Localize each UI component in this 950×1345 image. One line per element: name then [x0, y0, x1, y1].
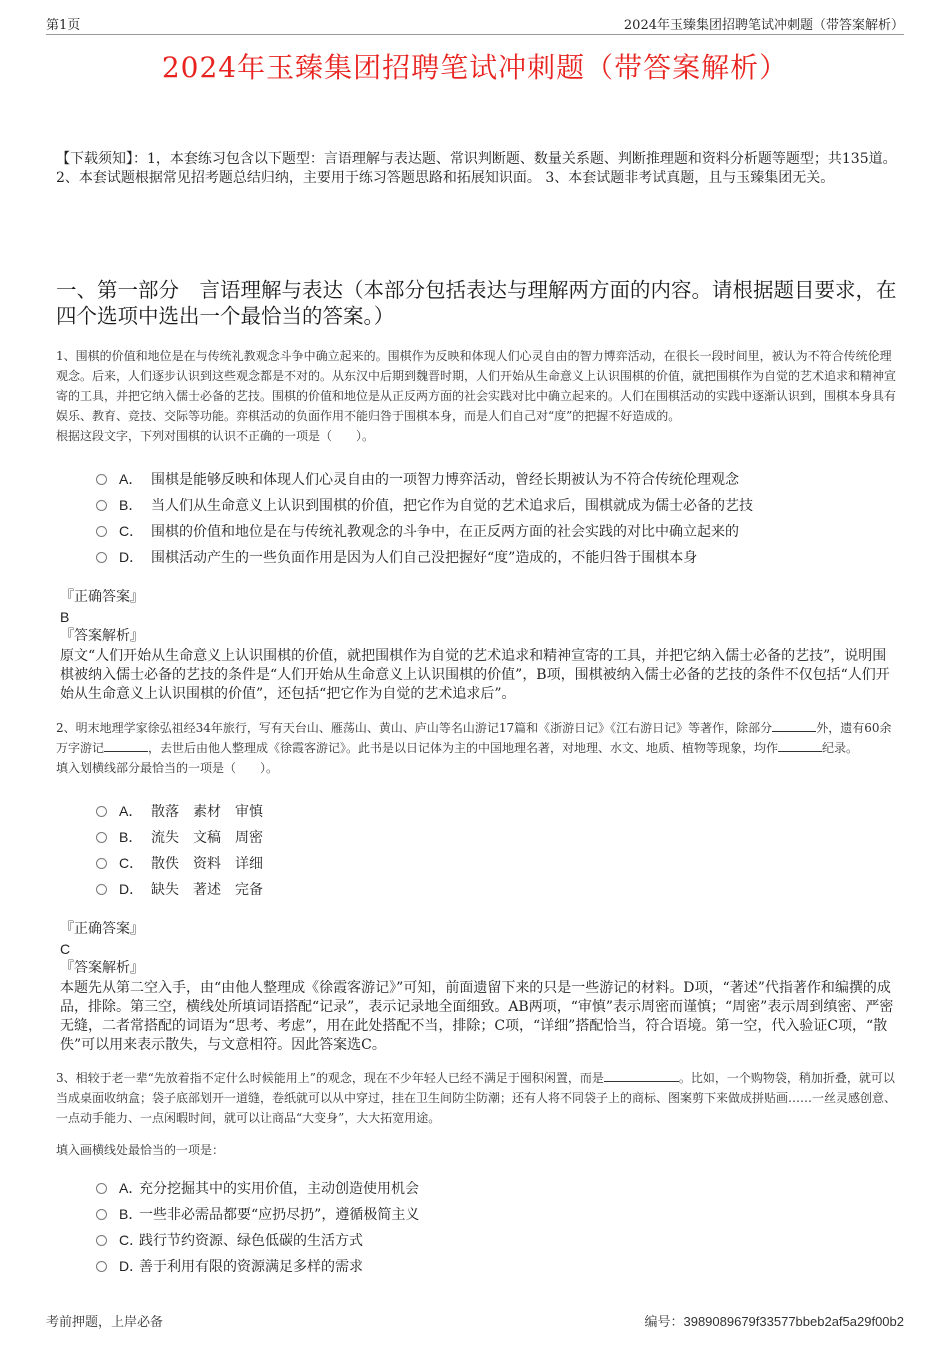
- explanation-text: 本题先从第二空入手，由“由他人整理成《徐霞客游记》”可知，前面遗留下来的只是一些游记的材料。D项，“著述”代指著作和编撰的成品，排除。第三空，横线处所填词语搭配“记录”，表示记录地全面细致。AB两项，“审慎”表示周密而谨慎；“周密”表示周到缜密、严密无缝，二者常搭配的词语为“思考、考虑”，用在此处搭配不当，排除；C项，“详细”搭配恰当，符合语境。第一空，代入验证C项，“散佚”可以用来表示散失，与文意相符。因此答案选C。: [60, 980, 894, 1053]
- option-3b[interactable]: B． 一些非必需品都要“应扔尽扔”，遵循极简主义: [96, 1201, 896, 1227]
- option-1a[interactable]: A． 围棋是能够反映和体现人们心灵自由的一项智力博弈活动，曾经长期被认为不符合传统伦理观念: [96, 466, 896, 492]
- radio-button[interactable]: [96, 526, 107, 537]
- radio-button[interactable]: [96, 1183, 107, 1194]
- radio-button[interactable]: [96, 884, 107, 895]
- question-3: [56, 1068, 901, 1160]
- correct-answer: B: [60, 609, 70, 625]
- question-1-answer-block: [60, 588, 900, 704]
- header-doc-title: 2024年玉臻集团招聘笔试冲刺题（带答案解析）: [623, 18, 904, 33]
- question-3-options: [96, 1175, 896, 1279]
- question-1-ask: 根据这段文字，下列对围棋的认识不正确的一项是（ ）。: [56, 429, 375, 443]
- explanation-heading: 『答案解析』: [60, 960, 144, 976]
- blank-line: [778, 740, 822, 752]
- correct-answer-heading: 『正确答案』: [60, 589, 144, 605]
- question-1-stem: 1、围棋的价值和地位是在与传统礼教观念斗争中确立起来的。围棋作为反映和体现人们心灵自由的智力博弈活动，在很长一段时间里，被认为不符合传统伦理观念。后来，人们逐步认识到这些观念都是不对的。从东汉中后期到魏晋时期，人们开始从生命意义上认识围棋的价值，就把围棋作为自觉的艺术追求和精神宣寄的工具，并把它纳入儒士必备的艺技。围棋的价值和地位是从正反两方面的社会实践对比中确立起来的。人们在围棋活动的实践中逐渐认识到，围棋本身具有娱乐、教育、竞技、交际等功能。弈棋活动的负面作用不能归咎于围棋本身，而是人们自己对“度”的把握不好造成的。: [56, 349, 897, 423]
- question-1-options: [96, 466, 896, 570]
- radio-button[interactable]: [96, 806, 107, 817]
- radio-button[interactable]: [96, 832, 107, 843]
- footer-slogan: 考前押题，上岸必备: [46, 1315, 164, 1330]
- option-2d[interactable]: D． 缺失 著述 完备: [96, 876, 896, 902]
- radio-button[interactable]: [96, 474, 107, 485]
- option-1b[interactable]: B． 当人们从生命意义上认识到围棋的价值，把它作为自觉的艺术追求后，围棋就成为儒士必备的艺技: [96, 492, 896, 518]
- option-2c[interactable]: C． 散佚 资料 详细: [96, 850, 896, 876]
- option-1d[interactable]: D． 围棋活动产生的一些负面作用是因为人们自己没把握好“度”造成的，不能归咎于围棋本身: [96, 544, 896, 570]
- option-1c[interactable]: C． 围棋的价值和地位是在与传统礼教观念的斗争中，在正反两方面的社会实践的对比中确立起来的: [96, 518, 896, 544]
- question-3-ask: 填入画横线处最恰当的一项是：: [56, 1143, 225, 1157]
- radio-button[interactable]: [96, 552, 107, 563]
- option-3c[interactable]: C． 践行节约资源、绿色低碳的生活方式: [96, 1227, 896, 1253]
- explanation-heading: 『答案解析』: [60, 628, 144, 644]
- correct-answer: C: [60, 941, 71, 957]
- option-2a[interactable]: A． 散落 素材 审慎: [96, 798, 896, 824]
- question-2-answer-block: [60, 920, 900, 1055]
- correct-answer-heading: 『正确答案』: [60, 921, 144, 937]
- page-title: 2024年玉臻集团招聘笔试冲刺题（带答案解析）: [161, 51, 789, 84]
- page-header: [46, 14, 904, 35]
- radio-button[interactable]: [96, 1261, 107, 1272]
- section-heading: 一、第一部分 言语理解与表达（本部分包括表达与理解两方面的内容。请根据题目要求，在四个选项中选出一个最恰当的答案。）: [56, 278, 897, 328]
- download-notice: 【下载须知】：1，本套练习包含以下题型：言语理解与表达题、常识判断题、数量关系题、判断推理题和资料分析题等题型；共135道。 2、本套试题根据常见招考题总结归纳，主要用于练习答题思路和拓展知识面。 3、本套试题非考试真题，且与玉臻集团无关。: [56, 151, 897, 186]
- radio-button[interactable]: [96, 1235, 107, 1246]
- radio-button[interactable]: [96, 858, 107, 869]
- question-2-options: [96, 798, 896, 902]
- option-2b[interactable]: B． 流失 文稿 周密: [96, 824, 896, 850]
- blank-line: [604, 1070, 679, 1082]
- question-2-ask: 填入划横线部分最恰当的一项是（ ）。: [56, 761, 279, 775]
- question-2-stem: 2、明末地理学家徐弘祖经34年旅行，写有天台山、雁荡山、黄山、庐山等名山游记17篇和《浙游日记》《江右游日记》等著作，除部分 外，遗有60余万字游记 ，去世后由他人整理成《徐霞客游记》。此书是以日记体为主的中国地理名著，对地理、水文、地质、植物等现象，均作 纪录。: [56, 721, 892, 755]
- question-1: [56, 346, 901, 446]
- footer-doc-id: 编号：3989089679f33577bbeb2af5a29f00b2: [644, 1314, 904, 1329]
- blank-line: [104, 740, 148, 752]
- question-3-stem: 3、相较于老一辈“先放着指不定什么时候能用上”的观念，现在不少年轻人已经不满足于囤积闲置，而是 。比如，一个购物袋，稍加折叠，就可以当成桌面收纳盒；袋子底部划开一道缝，卷纸就可以从中穿过，挂在卫生间防尘防潮；还有人将不同袋子上的商标、图案剪下来做成拼贴画……一丝灵感创意、一点动手能力、一点闲暇时间，就可以让商品“大变身”，大大拓宽用途。: [56, 1071, 897, 1125]
- option-3a[interactable]: A． 充分挖掘其中的实用价值，主动创造使用机会: [96, 1175, 896, 1201]
- radio-button[interactable]: [96, 500, 107, 511]
- radio-button[interactable]: [96, 1209, 107, 1220]
- blank-line: [772, 720, 816, 732]
- question-2: [56, 718, 901, 778]
- explanation-text: 原文“人们开始从生命意义上认识围棋的价值，就把围棋作为自觉的艺术追求和精神宣寄的工具，并把它纳入儒士必备的艺技”，说明围棋被纳入儒士必备的艺技的条件是“人们开始从生命意义上认识围棋的价值”，B项，围棋被纳入儒士必备的艺技的条件不仅包括“人们开始从生命意义上认识围棋的价值”，还包括“把它作为自觉的艺术追求后”。: [60, 648, 890, 702]
- page-number: 第1页: [46, 18, 81, 33]
- option-3d[interactable]: D． 善于利用有限的资源满足多样的需求: [96, 1253, 896, 1279]
